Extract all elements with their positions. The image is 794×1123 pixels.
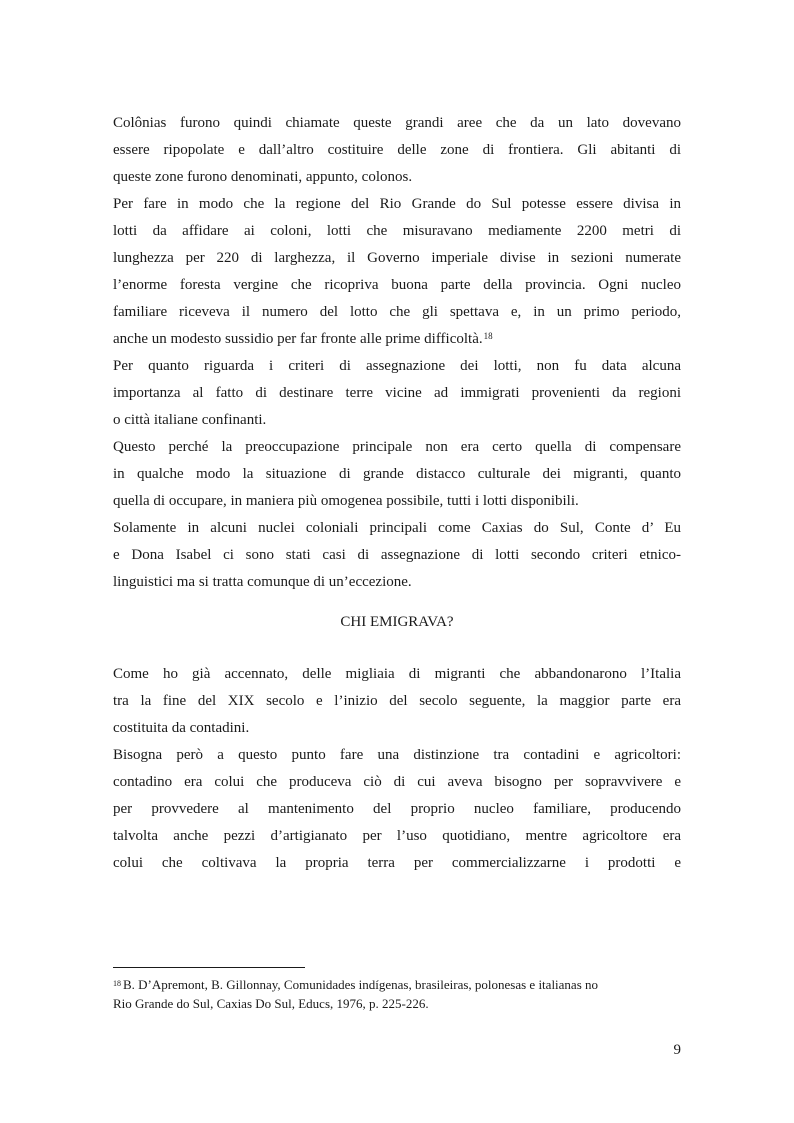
paragraph <box>113 515 681 596</box>
text-line-content: e Dona Isabel ci sono stati casi di assegnazione di lotti secondo criteri etnico- <box>113 547 681 563</box>
text-line <box>113 164 681 191</box>
text-line <box>113 218 681 245</box>
text-line-content: costituita da contadini. <box>113 720 250 736</box>
section-colonias <box>113 110 681 596</box>
text-line-content: o città italiane confinanti. <box>113 412 267 428</box>
text-line <box>113 110 681 137</box>
text-line-content: contadino era colui che produceva ciò di cui aveva bisogno per sopravvivere e <box>113 774 681 790</box>
text-line <box>113 688 681 715</box>
footnote-number: 18 <box>113 979 121 988</box>
text-line-content: importanza al fatto di destinare terre vicine ad immigrati provenienti da regioni <box>113 385 681 401</box>
text-line-content: in qualche modo la situazione di grande distacco culturale dei migranti, quanto <box>113 466 681 482</box>
text-line <box>113 380 681 407</box>
text-line <box>113 326 681 353</box>
text-line <box>113 461 681 488</box>
text-line-content: linguistici ma si tratta comunque di un’eccezione. <box>113 574 412 590</box>
text-line-content: l’enorme foresta vergine che ricopriva buona parte della provincia. Ogni nucleo <box>113 277 681 293</box>
paragraph <box>113 110 681 191</box>
footnote-text-line-1: B. D’Apremont, B. Gillonnay, Comunidades indígenas, brasileiras, polonesas e italianas no <box>123 977 599 992</box>
paragraph <box>113 661 681 742</box>
footnote <box>113 975 681 1013</box>
paragraph <box>113 742 681 877</box>
text-line-content: Questo perché la preoccupazione principale non era certo quella di compensare <box>113 439 681 455</box>
text-line-content: lunghezza per 220 di larghezza, il Governo imperiale divise in sezioni numerate <box>113 250 681 266</box>
text-line <box>113 769 681 796</box>
text-line <box>113 407 681 434</box>
paragraph <box>113 434 681 515</box>
text-line-content: Per quanto riguarda i criteri di assegnazione dei lotti, non fu data alcuna <box>113 358 681 374</box>
text-line <box>113 245 681 272</box>
paragraph <box>113 353 681 434</box>
text-line-content: talvolta anche pezzi d’artigianato per l’uso quotidiano, mentre agricoltore era <box>113 828 681 844</box>
text-line <box>113 299 681 326</box>
text-line-content: Bisogna però a questo punto fare una distinzione tra contadini e agricoltori: <box>113 747 681 763</box>
page-body <box>113 110 681 877</box>
section-heading: CHI EMIGRAVA? <box>340 614 454 630</box>
text-line <box>113 542 681 569</box>
paragraph <box>113 191 681 353</box>
text-line-content: lotti da affidare ai coloni, lotti che misuravano mediamente 2200 metri di <box>113 223 681 239</box>
text-line-content: colui che coltivava la propria terra per commercializzarne i prodotti e <box>113 855 681 871</box>
text-line <box>113 353 681 380</box>
text-line <box>113 715 681 742</box>
text-line-content: queste zone furono denominati, appunto, colonos. <box>113 169 413 185</box>
page-number: 9 <box>673 1042 681 1058</box>
text-line <box>113 434 681 461</box>
text-line <box>113 569 681 596</box>
text-line <box>113 850 681 877</box>
footnote-separator <box>113 967 305 968</box>
text-line <box>113 742 681 769</box>
footnote-reference[interactable]: 18 <box>483 331 493 341</box>
text-line <box>113 137 681 164</box>
text-line <box>113 796 681 823</box>
text-line-content: Per fare in modo che la regione del Rio Grande do Sul potesse essere divisa in <box>113 196 681 212</box>
text-line <box>113 515 681 542</box>
text-line <box>113 488 681 515</box>
text-line <box>113 272 681 299</box>
text-line <box>113 823 681 850</box>
footnote-text-line-2: Rio Grande do Sul, Caxias Do Sul, Educs, 1976, p. 225-226. <box>113 996 429 1011</box>
text-line-content: quella di occupare, in maniera più omogenea possibile, tutti i lotti disponibili. <box>113 493 579 509</box>
text-line-content: familiare riceveva il numero del lotto che gli spettava e, in un primo periodo, <box>113 304 681 320</box>
text-line-content: Come ho già accennato, delle migliaia di migranti che abbandonarono l’Italia <box>113 666 681 682</box>
text-line-content: anche un modesto sussidio per far fronte alle prime difficoltà. <box>113 331 483 347</box>
section-chi-emigrava <box>113 661 681 877</box>
text-line <box>113 191 681 218</box>
footnote-line <box>113 975 681 994</box>
text-line-content: Solamente in alcuni nuclei coloniali principali come Caxias do Sul, Conte d’ Eu <box>113 520 681 536</box>
text-line-content: Colônias furono quindi chiamate queste grandi aree che da un lato dovevano <box>113 115 681 131</box>
text-line-content: tra la fine del XIX secolo e l’inizio del secolo seguente, la maggior parte era <box>113 693 681 709</box>
text-line <box>113 661 681 688</box>
text-line-content: per provvedere al mantenimento del proprio nucleo familiare, producendo <box>113 801 681 817</box>
text-line-content: essere ripopolate e dall’altro costituire delle zone di frontiera. Gli abitanti di <box>113 142 681 158</box>
